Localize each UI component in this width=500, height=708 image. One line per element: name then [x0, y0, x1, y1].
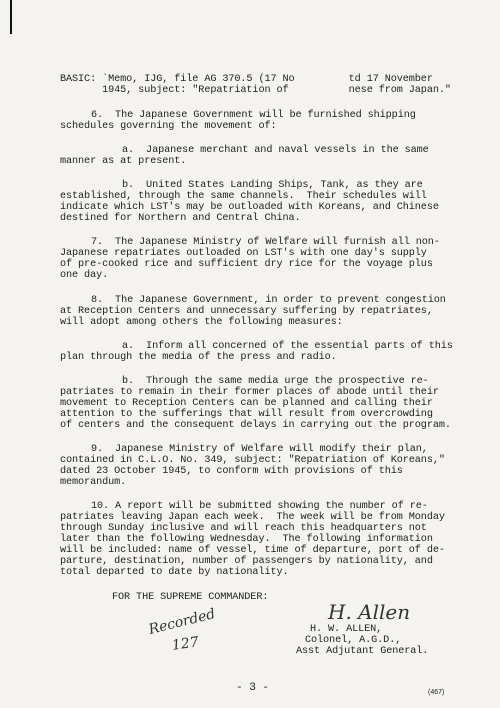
- para-10-line-1: 10. A report will be submitted showing the number of re-: [91, 501, 428, 512]
- form-number: (467): [428, 689, 445, 696]
- para-9-line-1: 9. Japanese Ministry of Welfare will modify their plan,: [91, 444, 428, 455]
- signer-rank: Colonel, A.G.D.,: [305, 635, 402, 646]
- handwritten-note-number: 127: [171, 634, 200, 654]
- para-8b-line-3: movement to Reception Centers can be planned and calling their: [60, 398, 433, 409]
- scan-edge-mark: [10, 0, 12, 34]
- handwritten-note-recorded: Recorded: [147, 606, 217, 638]
- para-7-line-4: one day.: [60, 270, 109, 281]
- para-10-line-5: will be included: name of vessel, time of departure, port of de-: [60, 545, 445, 556]
- header-line-2: 1945, subject: "Repatriation of nese from Japan.": [60, 85, 451, 96]
- para-6b-line-3: indicate which LST's may be outloaded with Koreans, and Chinese: [60, 202, 439, 213]
- signer-title: Asst Adjutant General.: [296, 646, 429, 657]
- para-8b-line-5: of centers and the consequent delays in carrying out the program.: [60, 420, 451, 431]
- para-6a-line-1: a. Japanese merchant and naval vessels in the same: [122, 145, 429, 156]
- para-7-line-2: Japanese repatriates outloaded on LST's with one day's supply: [60, 248, 427, 259]
- para-8b-line-2: patriates to remain in their former places of abode until their: [60, 387, 439, 398]
- para-9-line-4: memorandum.: [60, 477, 127, 488]
- para-7-line-1: 7. The Japanese Ministry of Welfare will furnish all non-: [91, 237, 440, 248]
- para-8a-line-1: a. Inform all concerned of the essential parts of this: [122, 341, 453, 352]
- para-10-line-3: through Sunday inclusive and will reach this headquarters not: [60, 523, 427, 534]
- page-number: - 3 -: [236, 682, 270, 694]
- para-10-line-4: later than the following Wednesday. The following information: [60, 534, 433, 545]
- para-6b-line-1: b. United States Landing Ships, Tank, as they are: [122, 180, 423, 191]
- para-6-line-2: schedules governing the movement of:: [60, 121, 277, 132]
- para-9-line-3: dated 23 October 1945, to conform with provisions of this: [60, 466, 403, 477]
- para-6-line-1: 6. The Japanese Government will be furnished shipping: [91, 110, 416, 121]
- para-8b-line-4: attention to the sufferings that will result from overcrowding: [60, 409, 433, 420]
- para-6b-line-4: destined for Northern and Central China.: [60, 213, 301, 224]
- para-10-line-6: parture, destination, number of passengers by nationality, and: [60, 556, 433, 567]
- para-6a-line-2: manner as at present.: [60, 156, 187, 167]
- para-8b-line-1: b. Through the same media urge the prospective re-: [122, 376, 429, 387]
- para-10-line-7: total departed to date by nationality.: [60, 567, 289, 578]
- para-9-line-2: contained in C.L.O. No. 349, subject: "Repatriation of Koreans,": [60, 455, 445, 466]
- header-line-1: BASIC: `Memo, IJG, file AG 370.5 (17 No td 17 November: [60, 74, 433, 85]
- para-7-line-3: of pre-cooked rice and sufficient dry rice for the voyage plus: [60, 259, 433, 270]
- handwritten-signature: H. Allen: [328, 600, 411, 624]
- closing-line: FOR THE SUPREME COMMANDER:: [112, 592, 269, 603]
- para-8a-line-2: plan through the media of the press and radio.: [60, 352, 337, 363]
- para-8-line-1: 8. The Japanese Government, in order to prevent congestion: [91, 295, 446, 306]
- para-10-line-2: patriates leaving Japan each week. The week will be from Monday: [60, 512, 445, 523]
- para-6b-line-2: established, through the same channels. Their schedules will: [60, 191, 427, 202]
- para-8-line-2: at Reception Centers and unnecessary suffering by repatriates,: [60, 306, 433, 317]
- para-8-line-3: will adopt among others the following measures:: [60, 317, 343, 328]
- signer-name: H. W. ALLEN,: [310, 624, 383, 635]
